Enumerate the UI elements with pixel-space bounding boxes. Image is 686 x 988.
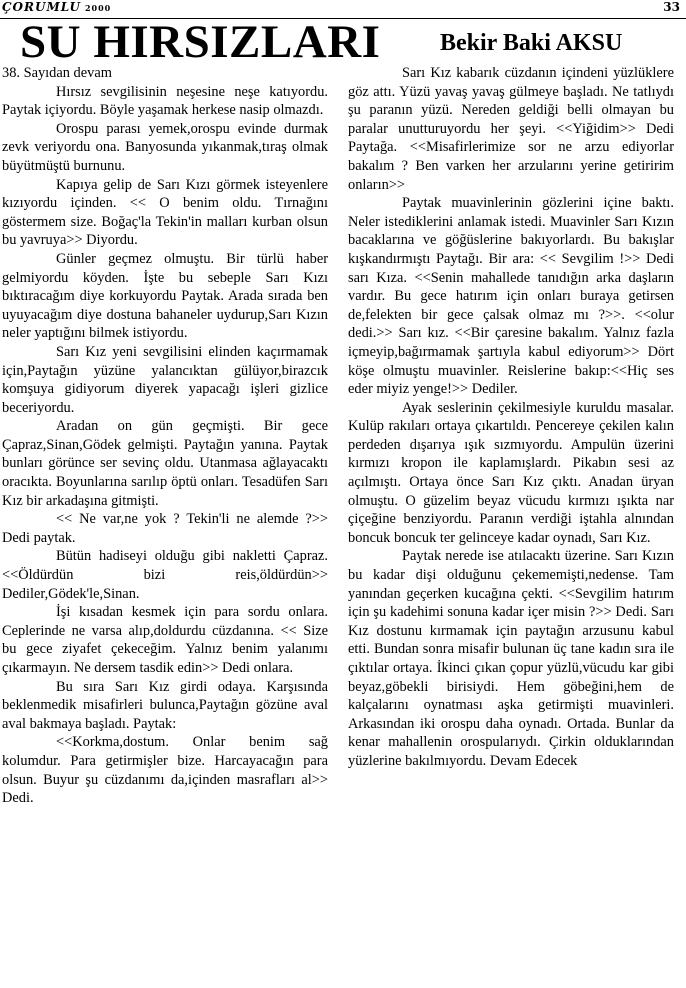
- paragraph: Sarı Kız yeni sevgilisini elinden kaçırmamak için,Paytağın yüzüne yalancıktan gülüyor,birazcık komşuya gidiyorum diyerek yapacağı işleri gizlice beceriyordu.: [2, 343, 328, 416]
- paragraph: Sarı Kız kabarık cüzdanın içindeni yüzlüklere göz attı. Yüzü yavaş yavaş gülmeye başladı. Ne tatlıydı şu paranın yüzü. Nereden geldiği belli olmayan bu paralar unutturuyordu her şeyi. <<Yiğidim>> Dedi Paytağa. <<Misafirlerimize sor ne arzu ediyorlar bakalım ? Ben varken her arzularını yerine getiririm onların>>: [348, 65, 674, 193]
- paragraph: Paytak muavinlerinin gözlerini içine baktı. Neler istediklerini anlamak istedi. Muavinler Sarı Kızın bacaklarına ve göğüslerine bakıyorlardı. Bu bakışlar kışkandırmıştı Paytağı. Bir ara: << Sevgilim !>> Dedi sarı Kıza. <<Senin mahallede tanıdığın arka daşların vardır. Bu gece hatırım için onları buraya getirsen de,felekten bir gece çalsak olmaz mı ?>>. <<olur dedi.>> Sarı kız. <<Bir çaresine bakalım. Yalnız fazla içmeyip,bağırmamak şartıyla kabul ediyorum>> Dört köşe olmuştu muavinler. Reislerine bakıp:<<Hiç ses eder miyiz yenge!>> Dediler.: [348, 195, 674, 398]
- paragraph: Bu sıra Sarı Kız girdi odaya. Karşısında beklenmedik misafirleri bulunca,Paytağın gözüne aval aval bakmaya başladı. Paytak:: [2, 678, 328, 732]
- article-title: SU HIRSIZLARI: [20, 16, 381, 68]
- magazine-name: [2, 0, 111, 14]
- magazine-year: 2000: [84, 3, 112, 13]
- paragraph: Günler geçmez olmuştu. Bir türlü haber gelmiyordu köyden. İşte bu sebeple Sarı Kızı bıktıracağım diye korkuyordu Paytak. Arada sırada ben uyuyacağım diye dostuna bahaneler uydurup,Sarı Kızın neler yaptığını bilmek istiyordu.: [2, 250, 328, 342]
- paragraph: Kapıya gelip de Sarı Kızı görmek isteyenlere kızıyordu içinden. << O benim oldu. Tırnağını göstermem size. Boğaç'la Tekin'in malları kurban olsun bu yavruya>> Diyordu.: [2, 176, 328, 249]
- left-column: [2, 64, 328, 808]
- paragraph: Hırsız sevgilisinin neşesine neşe katıyordu. Paytak içiyordu. Böyle yaşamak herkese nasip olmazdı.: [2, 83, 328, 119]
- paragraph: Bütün hadiseyi olduğu gibi nakletti Çapraz. <<Öldürdün bizi reis,öldürdün>> Dediler,Gödek'le,Sinan.: [2, 548, 328, 602]
- page-number: 33: [663, 0, 680, 14]
- paragraph: << Ne var,ne yok ? Tekin'li ne alemde ?>> Dedi paytak.: [2, 511, 328, 546]
- right-column: [348, 64, 674, 771]
- paragraph: Orospu parası yemek,orospu evinde durmak zevk veriyordu ona. Banyosunda yıkanmak,tıraş olmak büyütmüştü burnunu.: [2, 120, 328, 174]
- paragraph: Aradan on gün geçmişti. Bir gece Çapraz,Sinan,Gödek gelmişti. Paytağın yanına. Paytak bunları görünce ser sevinç oldu. Utanmasa ağlayacaktı oracıkta. Boyunlarına sarılıp öptü onları. Tesadüfen Sarı Kız bir arkadaşına gitmişti.: [2, 418, 328, 509]
- paragraph: İşi kısadan kesmek için para sordu onlara. Ceplerinde ne varsa alıp,doldurdu cüzdanına. << Size bu gece ziyafet çekeceğim. Yalnız benim yalanımı çıkarmayın. Ne dersem tasdik edin>> Dedi onlara.: [2, 604, 328, 676]
- continuation-note: 38. Sayıdan devam: [2, 65, 112, 81]
- paragraph: <<Korkma,dostum. Onlar benim sağ kolumdur. Para getirmişler bize. Harcayacağın para olsun. Buyur şu cüzdanımı da,içinden masrafları al>> Dedi.: [2, 734, 328, 807]
- paragraph: Paytak nerede ise atılacaktı üzerine. Sarı Kızın bu kadar dişi olduğunu çekememişti,nedense. Tam yanından geçerken kucağına çekti. <<Sevgilim hatırım için şu kadehimi sonuna kadar içer misin ?>> Dedi. Sarı Kız dostunu kırmamak için paytağın arzusunu kabul etti. Bundan sonra misafir bulunan üç tane kadın sıra ile çıktılar ortaya. İkinci çıkan çopur yüzlü,vücudu kar gibi beyaz,göbekli birisiydi. Hem göbeğini,hem de kalçalarını oynatması aşka getirmişti muavinleri. Arkasından iki orospu daha oynadı. Ortada. Bunlar da kenar mahallenin orospularıydı. Çirkin olduklarından yüzlerine bakılmıyordu. Devam Edecek: [348, 548, 674, 769]
- magazine-title: ÇORUMLU: [2, 0, 81, 14]
- paragraph: Ayak seslerinin çekilmesiyle kuruldu masalar. Kulüp rakıları ortaya çıkartıldı. Pencereye çekilen kalın perdeden dışarıya ışık sızmıyordu. Ampulün üzerini kırmızı kropon ile kaplamışlardı. Pikabın sesi az açılmıştı. Ortaya önce Sarı Kız çıktı. Anadan üryan olmuştu. O güzelim beyaz vücudu kırmızı ışıkta nar çiçeğine benziyordu. Paranın verdiği iştahla alnından boncuk boncuk ter gelinceye kadar oynadı, Sarı Kız.: [348, 399, 674, 546]
- article-author: Bekir Baki AKSU: [440, 30, 623, 56]
